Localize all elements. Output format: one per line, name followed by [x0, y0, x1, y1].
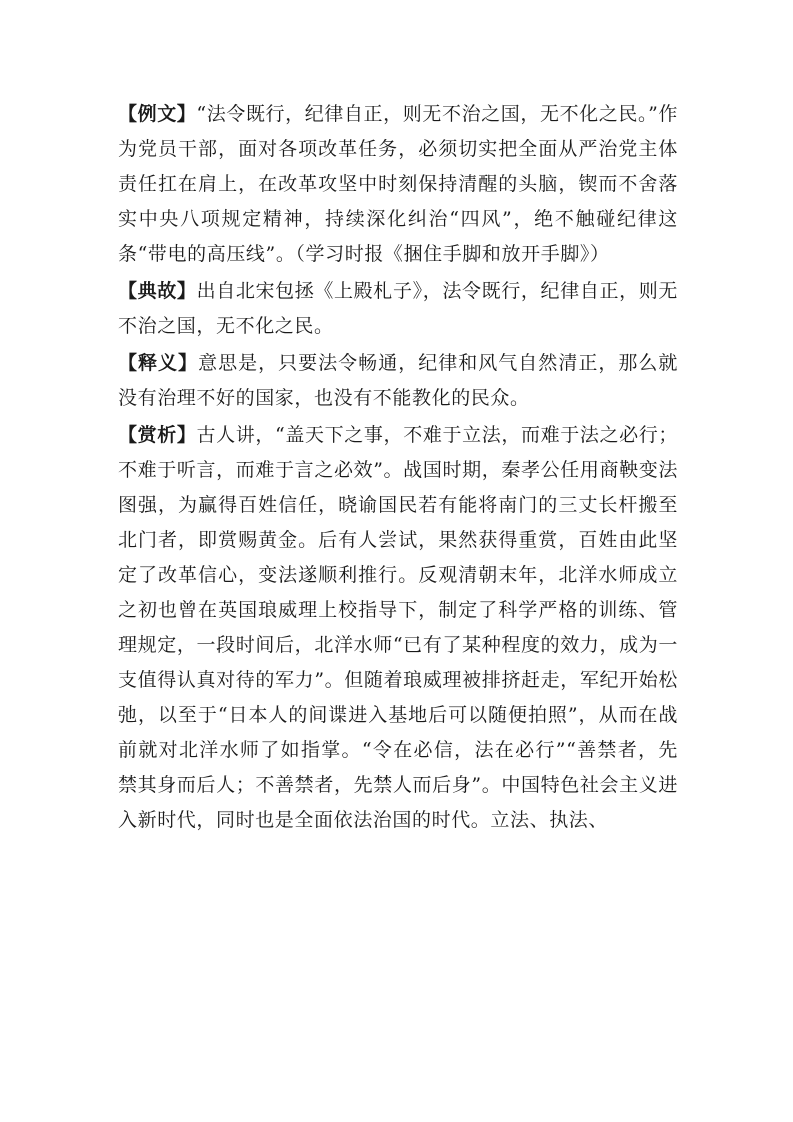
document-body	[118, 97, 678, 840]
section-text-interpretation: 意思是，只要法令畅通，纪律和风气自然清正，那么就没有治理不好的国家，也没有不能教化的民众。	[118, 352, 678, 409]
section-text-allusion: 出自北宋包拯《上殿札子》，法令既行，纪律自正，则无不治之国，无不化之民。	[118, 280, 678, 337]
section-text-appreciation: 古人讲，“盖天下之事，不难于立法，而难于法之必行；不难于听言，而难于言之必效”。战国时期，秦孝公任用商鞅变法图强，为赢得百姓信任，晓谕国民若有能将南门的三丈长杆搬至北门者，即赏赐黄金。后有人尝试，果然获得重赏，百姓由此坚定了改革信心，变法遂顺利推行。反观清朝末年，北洋水师成立之初也曾在英国琅威理上校指导下，制定了科学严格的训练、管理规定，一段时间后，北洋水师“已有了某种程度的效力，成为一支值得认真对待的军力”。但随着琅威理被排挤赶走，军纪开始松弛，以至于“日本人的间谍进入基地后可以随便拍照”，从而在战前就对北洋水师了如指掌。“令在必信，法在必行”“善禁者，先禁其身而后人；不善禁者，先禁人而后身”。中国特色社会主义进入新时代，同时也是全面依法治国的时代。立法、执法、	[118, 424, 678, 831]
section-tag-example: 【例文】	[118, 103, 197, 125]
paragraph-interpretation	[118, 346, 678, 416]
section-tag-appreciation: 【赏析】	[118, 424, 197, 446]
section-tag-allusion: 【典故】	[118, 280, 197, 302]
section-tag-interpretation: 【释义】	[118, 352, 199, 374]
paragraph-appreciation	[118, 418, 678, 838]
paragraph-allusion	[118, 274, 678, 344]
paragraph-example	[118, 97, 678, 272]
section-text-example: “法令既行，纪律自正，则无不治之国，无不化之民。”作为党员干部，面对各项改革任务，必须切实把全面从严治党主体责任扛在肩上，在改革攻坚中时刻保持清醒的头脑，锲而不舍落实中央八项规定精神，持续深化纠治“四风”，绝不触碰纪律这条“带电的高压线”。（学习时报《捆住手脚和放开手脚》）	[118, 103, 679, 265]
